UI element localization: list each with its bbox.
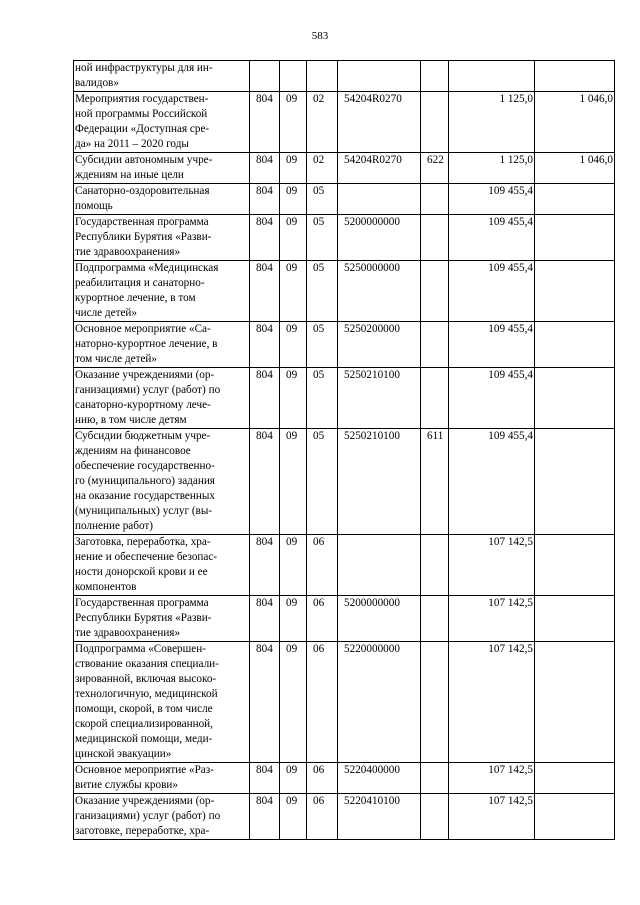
page-number: 583 — [311, 30, 329, 42]
table-row — [74, 596, 615, 642]
cell-sum1: 109 455,4 — [449, 261, 535, 322]
cell-vr — [421, 92, 449, 153]
cell-pr: 06 — [307, 642, 338, 763]
cell-ved: 804 — [250, 368, 280, 429]
cell-sum2 — [535, 429, 615, 535]
cell-ved: 804 — [250, 184, 280, 215]
cell-pr: 05 — [307, 322, 338, 368]
cell-sum2 — [535, 596, 615, 642]
cell-vr: 622 — [421, 153, 449, 184]
table-row — [74, 92, 615, 153]
cell-rz: 09 — [280, 596, 307, 642]
cell-name: Мероприятия государствен- ной программы Российской Федерации «Доступная сре- да» на 2011 – 2020 годы — [74, 92, 250, 153]
cell-ved — [250, 61, 280, 92]
cell-csr: 5250210100 — [338, 429, 421, 535]
cell-sum1: 109 455,4 — [449, 322, 535, 368]
cell-ved: 804 — [250, 429, 280, 535]
table-row — [74, 322, 615, 368]
cell-sum2 — [535, 184, 615, 215]
cell-ved: 804 — [250, 153, 280, 184]
cell-ved: 804 — [250, 535, 280, 596]
table-row — [74, 153, 615, 184]
table-row — [74, 61, 615, 92]
cell-ved: 804 — [250, 92, 280, 153]
cell-rz: 09 — [280, 215, 307, 261]
cell-name: Основное мероприятие «Раз- витие службы крови» — [74, 763, 250, 794]
cell-pr: 02 — [307, 92, 338, 153]
cell-ved: 804 — [250, 596, 280, 642]
cell-csr — [338, 535, 421, 596]
cell-sum2 — [535, 322, 615, 368]
cell-ved: 804 — [250, 215, 280, 261]
cell-csr — [338, 61, 421, 92]
cell-sum1: 109 455,4 — [449, 429, 535, 535]
cell-name: Оказание учреждениями (ор- ганизациями) услуг (работ) по заготовке, переработке, хра- — [74, 794, 250, 840]
cell-vr — [421, 261, 449, 322]
cell-sum1: 107 142,5 — [449, 596, 535, 642]
cell-csr: 5220400000 — [338, 763, 421, 794]
cell-sum2 — [535, 215, 615, 261]
cell-pr: 02 — [307, 153, 338, 184]
table-row — [74, 215, 615, 261]
cell-sum1: 109 455,4 — [449, 184, 535, 215]
cell-csr: 5250200000 — [338, 322, 421, 368]
cell-sum2 — [535, 794, 615, 840]
cell-name: Оказание учреждениями (ор- ганизациями) услуг (работ) по санаторно-курортному лече- нию, в том числе детям — [74, 368, 250, 429]
cell-pr: 05 — [307, 184, 338, 215]
cell-sum1 — [449, 61, 535, 92]
cell-rz: 09 — [280, 322, 307, 368]
cell-name: ной инфраструктуры для ин- валидов» — [74, 61, 250, 92]
cell-rz: 09 — [280, 261, 307, 322]
table-row — [74, 429, 615, 535]
cell-vr — [421, 642, 449, 763]
cell-ved: 804 — [250, 763, 280, 794]
cell-csr: 5220410100 — [338, 794, 421, 840]
cell-name: Субсидии бюджетным учре- ждениям на финансовое обеспечение государственно- го (муниципального) задания на оказание государственных (муниципальных) услуг (вы- полнение работ) — [74, 429, 250, 535]
cell-pr: 05 — [307, 261, 338, 322]
cell-sum1: 109 455,4 — [449, 368, 535, 429]
cell-sum2 — [535, 763, 615, 794]
cell-csr: 5200000000 — [338, 215, 421, 261]
cell-csr: 54204R0270 — [338, 92, 421, 153]
cell-csr — [338, 184, 421, 215]
cell-ved: 804 — [250, 322, 280, 368]
cell-sum2 — [535, 642, 615, 763]
cell-sum2 — [535, 61, 615, 92]
cell-name: Подпрограмма «Медицинская реабилитация и санаторно- курортное лечение, в том числе детей» — [74, 261, 250, 322]
cell-vr — [421, 61, 449, 92]
cell-name: Санаторно-оздоровительная помощь — [74, 184, 250, 215]
cell-pr: 06 — [307, 596, 338, 642]
cell-sum1: 107 142,5 — [449, 794, 535, 840]
cell-vr — [421, 184, 449, 215]
cell-ved: 804 — [250, 794, 280, 840]
table-row — [74, 535, 615, 596]
cell-vr — [421, 596, 449, 642]
cell-sum2 — [535, 368, 615, 429]
table-row — [74, 184, 615, 215]
cell-vr — [421, 215, 449, 261]
cell-sum2: 1 046,0 — [535, 92, 615, 153]
cell-sum1: 1 125,0 — [449, 92, 535, 153]
cell-vr — [421, 368, 449, 429]
cell-sum1: 107 142,5 — [449, 642, 535, 763]
cell-pr: 06 — [307, 535, 338, 596]
cell-csr: 5250210100 — [338, 368, 421, 429]
cell-pr: 05 — [307, 215, 338, 261]
cell-sum1: 107 142,5 — [449, 535, 535, 596]
cell-sum2: 1 046,0 — [535, 153, 615, 184]
table-row — [74, 763, 615, 794]
cell-sum1: 107 142,5 — [449, 763, 535, 794]
cell-vr — [421, 794, 449, 840]
cell-ved: 804 — [250, 261, 280, 322]
cell-csr: 5220000000 — [338, 642, 421, 763]
table-row — [74, 261, 615, 322]
cell-rz: 09 — [280, 642, 307, 763]
budget-table — [73, 60, 615, 840]
cell-pr — [307, 61, 338, 92]
table-row — [74, 794, 615, 840]
cell-vr — [421, 322, 449, 368]
cell-csr: 5200000000 — [338, 596, 421, 642]
table-row — [74, 642, 615, 763]
cell-csr: 54204R0270 — [338, 153, 421, 184]
cell-sum1: 109 455,4 — [449, 215, 535, 261]
cell-rz: 09 — [280, 763, 307, 794]
cell-name: Государственная программа Республики Бурятия «Разви- тие здравоохранения» — [74, 596, 250, 642]
cell-ved: 804 — [250, 642, 280, 763]
cell-rz: 09 — [280, 429, 307, 535]
cell-rz — [280, 61, 307, 92]
cell-rz: 09 — [280, 184, 307, 215]
cell-sum2 — [535, 535, 615, 596]
cell-rz: 09 — [280, 535, 307, 596]
cell-pr: 05 — [307, 429, 338, 535]
table-row — [74, 368, 615, 429]
cell-name: Государственная программа Республики Бурятия «Разви- тие здравоохранения» — [74, 215, 250, 261]
cell-vr: 611 — [421, 429, 449, 535]
cell-rz: 09 — [280, 368, 307, 429]
cell-name: Заготовка, переработка, хра- нение и обеспечение безопас- ности донорской крови и ее компонентов — [74, 535, 250, 596]
cell-rz: 09 — [280, 92, 307, 153]
cell-csr: 5250000000 — [338, 261, 421, 322]
cell-vr — [421, 763, 449, 794]
cell-name: Субсидии автономным учре- ждениям на иные цели — [74, 153, 250, 184]
cell-name: Подпрограмма «Совершен- ствование оказания специали- зированной, включая высоко- технологичную, медицинской помощи, скорой, в том числе скорой специализированной, медицинской помощи, меди- цинской эвакуации» — [74, 642, 250, 763]
cell-rz: 09 — [280, 794, 307, 840]
cell-name: Основное мероприятие «Са- наторно-курортное лечение, в том числе детей» — [74, 322, 250, 368]
cell-pr: 05 — [307, 368, 338, 429]
cell-vr — [421, 535, 449, 596]
cell-sum1: 1 125,0 — [449, 153, 535, 184]
cell-pr: 06 — [307, 763, 338, 794]
cell-pr: 06 — [307, 794, 338, 840]
cell-rz: 09 — [280, 153, 307, 184]
cell-sum2 — [535, 261, 615, 322]
